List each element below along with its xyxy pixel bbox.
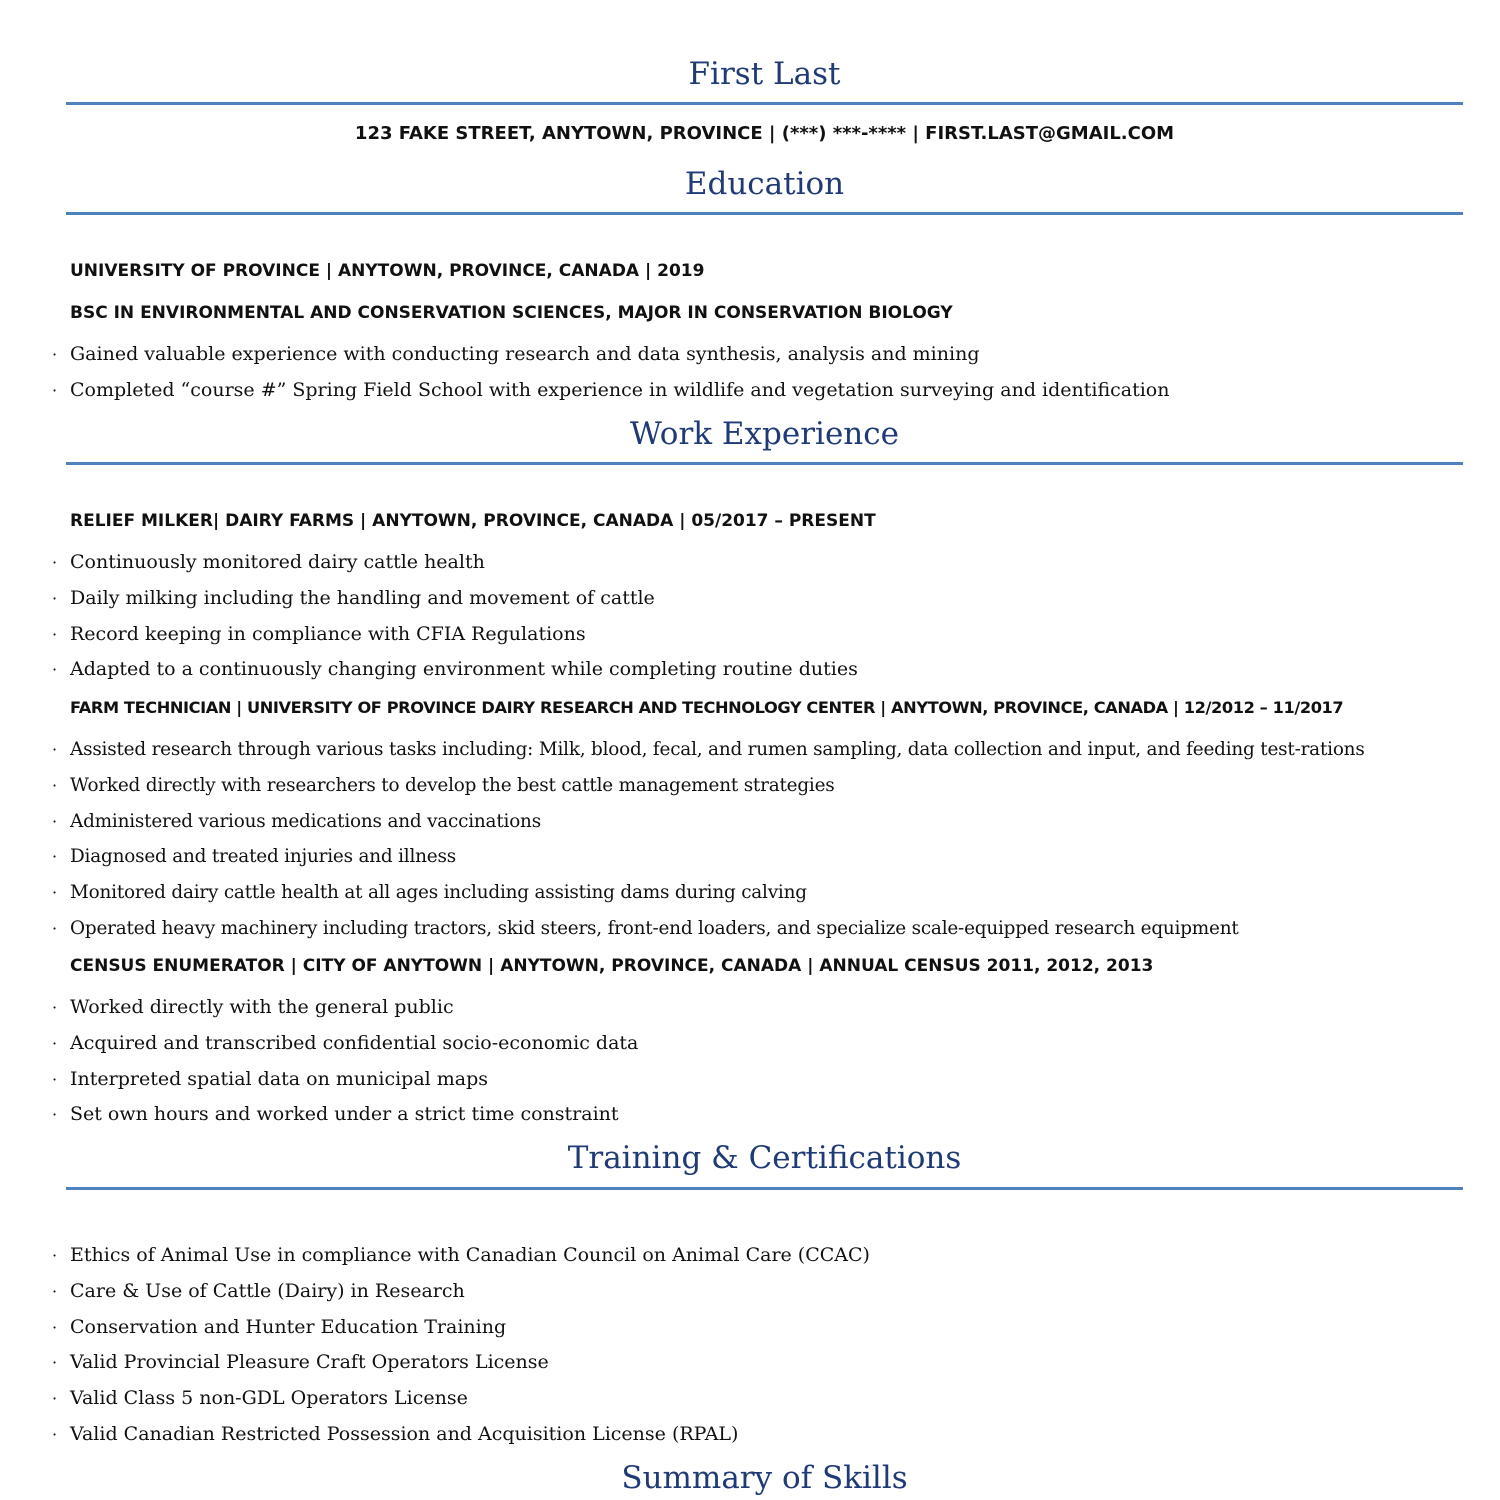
job-heading-relief-milker: RELIEF MILKER| DAIRY FARMS | ANYTOWN, PROVINCE, CANADA | 05/2017 – PRESENT: [70, 511, 876, 531]
job-heading-farm-technician: FARM TECHNICIAN | UNIVERSITY OF PROVINCE DAIRY RESEARCH AND TECHNOLOGY CENTER | ANYTOWN, PROVINCE, CANADA | 12/2012 – 11/2017: [70, 698, 1344, 717]
education-title: Education: [684, 166, 845, 202]
list-item: · Valid Class 5 non-GDL Operators License: [0, 1381, 870, 1417]
bullet-icon: ·: [52, 1069, 58, 1089]
training-title: Training & Certifications: [567, 1140, 962, 1176]
bullet-icon: ·: [52, 1033, 58, 1053]
training-divider: [66, 1187, 1463, 1190]
training-bullet-list: [0, 1238, 870, 1453]
job-bullet-list-farm-technician: [0, 732, 1365, 947]
bullet-icon: ·: [52, 883, 58, 903]
bullet-icon: ·: [52, 918, 58, 938]
list-item: · Record keeping in compliance with CFIA Regulations: [0, 617, 858, 653]
list-item: · Completed “course #” Spring Field School with experience in wildlife and vegetation surveying and identification: [0, 373, 1169, 409]
education-degree: BSC IN ENVIRONMENTAL AND CONSERVATION SCIENCES, MAJOR IN CONSERVATION BIOLOGY: [70, 303, 953, 323]
list-item: · Assisted research through various tasks including: Milk, blood, fecal, and rumen sampling, data collection and input, and feeding test-rations: [0, 732, 1365, 768]
list-item: · Worked directly with the general public: [0, 990, 638, 1026]
bullet-icon: ·: [52, 1389, 58, 1409]
list-item: · Valid Canadian Restricted Possession and Acquisition License (RPAL): [0, 1417, 870, 1453]
bullet-icon: ·: [52, 740, 58, 759]
education-divider: [66, 212, 1463, 215]
bullet-icon: ·: [52, 847, 58, 867]
list-item: · Adapted to a continuously changing environment while completing routine duties: [0, 652, 858, 688]
bullet-icon: ·: [52, 1246, 58, 1265]
contact-line: 123 FAKE STREET, ANYTOWN, PROVINCE | (***) ***-**** | FIRST.LAST@GMAIL.COM: [354, 123, 1175, 144]
skills-title: Summary of Skills: [621, 1460, 908, 1496]
education-school: UNIVERSITY OF PROVINCE | ANYTOWN, PROVINCE, CANADA | 2019: [70, 261, 705, 281]
list-item: · Ethics of Animal Use in compliance with Canadian Council on Animal Care (CCAC): [0, 1238, 870, 1274]
list-item: · Diagnosed and treated injuries and illness: [0, 839, 1365, 875]
list-item: · Set own hours and worked under a strict time constraint: [0, 1097, 638, 1133]
work-experience-divider: [66, 462, 1463, 465]
education-bullet-list: [0, 337, 1169, 409]
list-item: · Continuously monitored dairy cattle health: [0, 545, 858, 581]
list-item: · Gained valuable experience with conducting research and data synthesis, analysis and mining: [0, 337, 1169, 373]
bullet-icon: ·: [52, 811, 58, 831]
bullet-icon: ·: [52, 660, 58, 680]
bullet-icon: ·: [52, 1317, 58, 1337]
list-item: · Operated heavy machinery including tractors, skid steers, front-end loaders, and specialize scale-equipped research equipment: [0, 911, 1365, 947]
bullet-icon: ·: [52, 624, 58, 644]
list-item: · Conservation and Hunter Education Training: [0, 1310, 870, 1346]
list-item: · Daily milking including the handling and movement of cattle: [0, 581, 858, 617]
job-heading-census-enumerator: CENSUS ENUMERATOR | CITY OF ANYTOWN | ANYTOWN, PROVINCE, CANADA | ANNUAL CENSUS 2011, 2012, 2013: [70, 956, 1154, 976]
bullet-icon: ·: [52, 775, 58, 795]
bullet-icon: ·: [52, 588, 58, 608]
list-item: · Monitored dairy cattle health at all ages including assisting dams during calving: [0, 875, 1365, 911]
bullet-icon: ·: [52, 1281, 58, 1301]
bullet-icon: ·: [52, 1105, 58, 1125]
list-item: · Worked directly with researchers to develop the best cattle management strategies: [0, 768, 1365, 804]
bullet-icon: ·: [52, 1424, 58, 1444]
list-item: · Administered various medications and vaccinations: [0, 804, 1365, 840]
bullet-icon: ·: [52, 998, 58, 1017]
list-item: · Valid Provincial Pleasure Craft Operators License: [0, 1345, 870, 1381]
list-item: · Interpreted spatial data on municipal maps: [0, 1062, 638, 1098]
header-divider: [66, 102, 1463, 105]
bullet-icon: ·: [52, 380, 58, 400]
bullet-icon: ·: [52, 1353, 58, 1373]
job-bullet-list-census-enumerator: [0, 990, 638, 1133]
list-item: · Care & Use of Cattle (Dairy) in Research: [0, 1274, 870, 1310]
resume-name: First Last: [688, 56, 841, 92]
work-experience-title: Work Experience: [630, 416, 899, 452]
list-item: · Acquired and transcribed confidential socio-economic data: [0, 1026, 638, 1062]
bullet-icon: ·: [52, 345, 58, 364]
bullet-icon: ·: [52, 553, 58, 572]
job-bullet-list-relief-milker: [0, 545, 858, 688]
